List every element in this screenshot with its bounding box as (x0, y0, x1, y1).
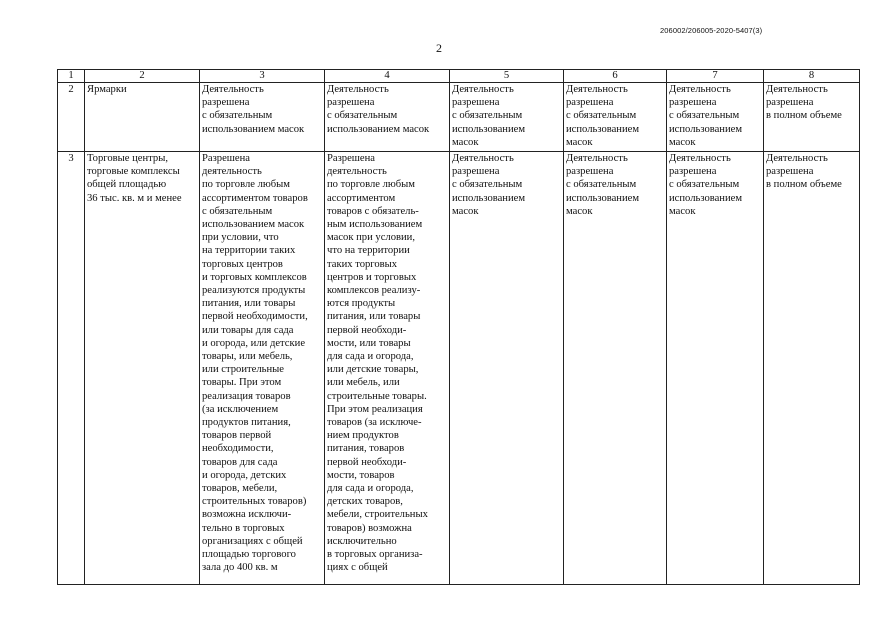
column-number: 4 (325, 70, 450, 83)
table-cell: Деятельность разрешена с обязательным использованием масок (450, 152, 564, 585)
column-number: 6 (564, 70, 667, 83)
regulations-table (57, 69, 860, 585)
table-cell: Деятельность разрешена с обязательным использованием масок (450, 83, 564, 152)
table-cell: Деятельность разрешена с обязательным использованием масок (200, 83, 325, 152)
column-number: 2 (85, 70, 200, 83)
table-cell: Деятельность разрешена в полном объеме (764, 83, 860, 152)
table-header-row (58, 70, 860, 83)
table-cell: Торговые центры, торговые комплексы общей площадью 36 тыс. кв. м и менее (85, 152, 200, 585)
table-cell: Деятельность разрешена с обязательным использованием масок (667, 152, 764, 585)
table-cell: Деятельность разрешена с обязательным использованием масок (667, 83, 764, 152)
page-number: 2 (436, 41, 442, 55)
table-cell: Деятельность разрешена с обязательным использованием масок (564, 83, 667, 152)
row-number: 3 (58, 152, 85, 585)
document-id: 206002/206005-2020-5407(3) (660, 26, 763, 35)
table-cell: Деятельность разрешена с обязательным использованием масок (325, 83, 450, 152)
table-row (58, 83, 860, 152)
table-cell: Деятельность разрешена в полном объеме (764, 152, 860, 585)
column-number: 7 (667, 70, 764, 83)
table-cell: Ярмарки (85, 83, 200, 152)
row-number: 2 (58, 83, 85, 152)
column-number: 1 (58, 70, 85, 83)
table-cell: Деятельность разрешена с обязательным использованием масок (564, 152, 667, 585)
column-number: 3 (200, 70, 325, 83)
table-cell: Разрешена деятельность по торговле любым ассортиментом товаров с обязательным использованием масок при условии, что на территории таких торговых центров и торговых комплексов реализуются продукты питания, или товары первой необходимости, или товары для сада и огорода, или детские товары, или мебель, или строительные товары. При этом реализация товаров (за исключением продуктов питания, товаров первой необходимости, товаров для сада и огорода, детских товаров, мебели, строительных товаров) возможна исключи- тельно в торговых организациях с общей площадью торгового зала до 400 кв. м (200, 152, 325, 585)
table-cell: Разрешена деятельность по торговле любым ассортиментом товаров с обязатель- ным использованием масок при условии, что на территории таких торговых центров и торговых комплексов реализу- ются продукты питания, или товары первой необходи- мости, или товары для сада и огорода, или детские товары, или мебель, или строительные товары. При этом реализация товаров (за исключе- нием продуктов питания, товаров первой необходи- мости, товаров для сада и огорода, детских товаров, мебели, строительных товаров) возможна исключительно в торговых организа- циях с общей (325, 152, 450, 585)
column-number: 5 (450, 70, 564, 83)
column-number: 8 (764, 70, 860, 83)
table-row (58, 152, 860, 585)
